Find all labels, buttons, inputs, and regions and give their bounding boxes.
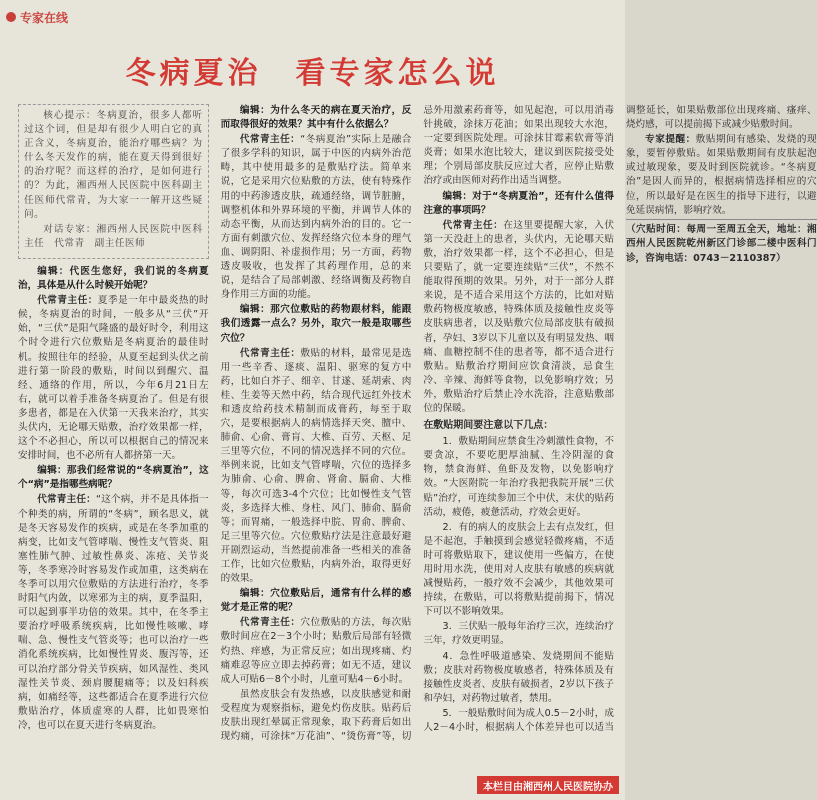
reminder-label: 专家提醒： — [645, 134, 696, 146]
intro-text: 核心提示：冬病夏治，很多人都听过这个词，但是却有很少人明白它的真正含义，冬病夏治，能治疗哪些病？为什么冬天发作的病，能在夏天得到很好的治疗呢？而这样的治疗，是如何进行的？为此，湘西州人民医院中医科副主任医师代常青，为大家一一解开这些疑问。 — [24, 110, 203, 220]
notes-subhead: 在敷贴期间要注意以下几点： — [423, 420, 554, 432]
intro-box — [18, 104, 209, 259]
question-5: 编辑：穴位敷贴后，通常有什么样的感觉才是正常的呢？ — [220, 588, 412, 614]
answer-4: 代常青主任：敷贴的材料，最常见是选用一些辛香、逐痰、温阳、驱寒的复方中药，比如白芥子、细辛、甘遂、延胡索、肉桂、生姜等天然中药，结合现代远红外技术和透皮给药技术精制而成膏药，每至于取穴，是要根据病人的病情选择天突、膻中、肺俞、心俞、膏肓、大椎、百劳、天枢、足三里等穴位，不同的情况选择不同的穴位。举例来说，比如支气管哮喘，穴位的选择多为肺俞、心俞、脾俞、肾俞、膈俞、大椎等，每次可选3-4个穴位；比如慢性支气管炎，多选择大椎、身柱、风门、肺俞、膈俞等；而胃痛，一般选择中脘、胃俞、脾俞、足三里等穴位。穴位敷贴疗法是注意最好避开剧烈运动，当然提前准备一些相关的准备工作，比如穴位敷贴，内病外治，取得更好的效果。 — [220, 347, 412, 585]
bullet-dot-icon — [6, 12, 16, 22]
speaker-label: 代常青主任： — [239, 617, 301, 629]
answer-5-cont: 虽然皮肤会有发热感，以皮肤感觉和耐受程度为观察指标，避免灼伤皮肤。贴药后皮肤出现红晕属正常现象，取下药膏后如出现灼痛，可涂抹“万花油”、“烫伤膏”等，切忌外用激素药膏等，如见起泡，可以用消毒针挑破，涂抹万花油；如果出现较大水泡，一定要到医院处理。可涂抹甘霉素软膏等消炎膏；如果水泡比较大，建议到医院接受处理；个别局部皮肤反应过大者，应停止贴敷治疗或由医师对药作出适当调整。 — [220, 105, 614, 743]
speaker-label: 代常青主任： — [239, 134, 301, 146]
expert-reminder: 专家提醒：敷贴期间有感染、发烧的现象，要暂停敷贴。如果贴敷期间有皮肤起泡或过敏现象，要及时到医院就诊。“冬病夏治”是因人而异的，根据病情选择相应的穴位，所以最好是在医生的指导下进行，以避免延误病情，影响疗效。 — [625, 134, 817, 216]
note-1: 1．敷贴期间应禁食生冷刺激性食物，不要贪凉，不要吃肥厚油腻、生冷阴湿的食物，禁食海鲜、鱼虾及发物，以免影响疗效。“大医附院一年治疗我把我院开展“三伏贴”治疗，可连续参加三个中伏，末伏的贴药活动，疲倦，疲惫活动，疗效会更好。 — [423, 436, 614, 518]
column-tag-label: 专家在线 — [20, 10, 69, 25]
answer-1: 代常青主任：夏季是一年中最炎热的时候，冬病夏治的时间，一般多从“三伏”开始，“三伏”是阳气隆盛的最好时令，利用这个时令进行穴位敷贴是冬病夏治的最佳时机。按照往年的经验，从夏至起到头伏之前进行第一阶段的敷贴，时间以到醒穴、温经、通络的作用，所以，今年6月21日左右，就可以着手准备冬病夏治了。但是有很多患者，都是在入伏第一天我来治疗，其实头伏内，无论哪天贴敷，治疗效果都一样，这个不必担心，所以可以根据自己的情况来安排时间，也不必所有人都挤第一天。 — [18, 295, 209, 462]
answer-6: 代常青主任：在这里要提醒大家，入伏第一天没赶上的患者，头伏内，无论哪天贴敷，治疗效果都一样，这个不必担心，但是只要贴了，就一定要连续贴“三伏”，不然不能取得预期的效果。另外，对于一部分人群来说，是不适合采用这个方法的，比如对贴敷药物极度敏感，特殊体质及接触性皮炎等皮肤病患者，以及贴敷穴位局部皮肤有破损者，孕妇、3岁以下儿童以及有明显发热、咽痛、血糖控制不佳的患者等，都不适合进行敷贴。贴敷治疗期间应饮食清淡，忌食生冷、辛辣、海鲜等食物，以免影响疗效；另外，敷贴治疗后禁止冷水洗浴，注意贴敷部位的保暖。 — [423, 219, 614, 414]
interviewee-line: 对话专家：湘西州人民医院中医科主任 代常青 副主任医师 — [24, 223, 203, 249]
contact-info: （穴贴时间：每周一至周五全天，地址：湘西州人民医院乾州新区门诊部二楼中医科门诊，咨询电话：0743－2110387） — [626, 219, 817, 267]
question-3: 编辑：为什么冬天的病在夏天治疗，反而取得很好的效果？其中有什么依据么？ — [220, 105, 412, 131]
sponsor-footer: 本栏目由湘西州人民医院协办 — [477, 776, 619, 794]
headline: 冬病夏治 看专家怎么说 — [125, 56, 500, 91]
column-tag — [6, 8, 68, 26]
question-6: 编辑：对于“冬病夏治”，还有什么值得注意的事项吗？ — [423, 190, 614, 216]
answer-3: 代常青主任：“冬病夏治”实际上是融合了很多学科的知识，属于中医的内病外治范畴，其中使用最多的是敷贴疗法。简单来说，它是采用穴位贴敷的方法，使有特殊作用的中药渗透皮肤，疏通经络，调节脏腑，调整机体和外界环境的平衡，并调节人体的动态平衡，从而达到内病外治的目的。它一方面有刺激穴位、发挥经络穴位本身的理气血、调阴阳、补虚损作用；另一方面，药物透皮吸收，也发挥了其药理作用，总的来说，是结合了局部刺激、经络调衡及药物自身作用三方面的功能。 — [220, 134, 412, 301]
note-3: 3．三伏贴一般每年治疗三次，连续治疗三年，疗效更明显。 — [423, 621, 614, 647]
question-1: 编辑：代医生您好，我们说的冬病夏治，具体是从什么时候开始呢？ — [18, 265, 209, 292]
speaker-label: 代常青主任： — [239, 347, 301, 359]
note-4: 4．急性呼吸道感染、发烧期间不能贴敷；皮肤对药物极度敏感者，特殊体质及有接触性皮炎者、皮肤有破损者，2岁以下孩子和孕妇，对药物过敏者，禁用。 — [423, 650, 614, 704]
question-2: 编辑：那我们经常说的“冬病夏治”，这个“病”是指哪些病呢？ — [18, 465, 209, 491]
article-body — [18, 104, 817, 758]
note-5: 5．一般贴敷时间为成人0.5－2小时，成人2－4小时，根据病人个体差异也可以适当调整延长，如果贴敷部位出现疼痛、瘙痒、烧灼感，可以提前揭下或减少贴敷时间。 — [423, 105, 817, 734]
answer-5: 代常青主任：穴位敷贴的方法，每次贴敷时间应在2－3个小时；贴敷后局部有轻微灼热、痒感，为正常反应；如出现疼痛、灼痛难忍等应立即去掉药膏；如无不适，建议成人可贴6－8个小时，儿童可贴4－6小时。 — [220, 617, 412, 685]
question-4: 编辑：那穴位敷贴的药物跟材料，能跟我们透露一点么？另外，取穴一般是取哪些穴位？ — [220, 304, 412, 344]
speaker-label: 代常青主任： — [37, 295, 98, 307]
answer-2: 代常青主任：“这个病，并不是具体指一个种类的病，所谓的“冬病”，顾名思义，就是冬天容易发作的疾病，或是在冬季加重的病变，比如支气管哮喘、慢性支气管炎、阻塞性肺气肿、过敏性鼻炎、冻疮、关节炎等，冬季寒冷时容易发作或加重，这类病在冬季可以用穴位敷贴的方法进行治疗，冬季时阳气内敛，以寒邪为主的病，夏季温阳，可以起到事半功倍的效果。其中，在冬季主要治疗呼吸系统疾病，比如慢性咳嗽、哮喘、急、慢性支气管炎等；也可以治疗一些消化系统疾病，比如慢性胃炎、腹泻等，还可以治疗部分骨关节疾病，如风湿性、类风湿性关节炎、颈肩腰腿痛等；以及妇科疾病，如痛经等，这些都适合在夏季进行穴位敷贴治疗，体质虚寒的人群，比如畏寒怕冷，也可以在夏天进行冬病夏治。 — [18, 494, 209, 731]
note-2: 2．有的病人的皮肤会上去有点发红，但是不起泡，手触摸到会感觉轻微疼痛，不适时可将敷贴取下，建议使用一些偏方，在使用时用水洗，使用对人皮肤有敏感的疾病就减慢贴药，一般疗效不会减少，其他效果可持续，在敷贴，可以将敷贴提前揭下，情况下可以不影响效果。 — [423, 521, 614, 618]
speaker-label: 代常青主任： — [442, 219, 504, 231]
speaker-label: 代常青主任： — [37, 494, 96, 506]
